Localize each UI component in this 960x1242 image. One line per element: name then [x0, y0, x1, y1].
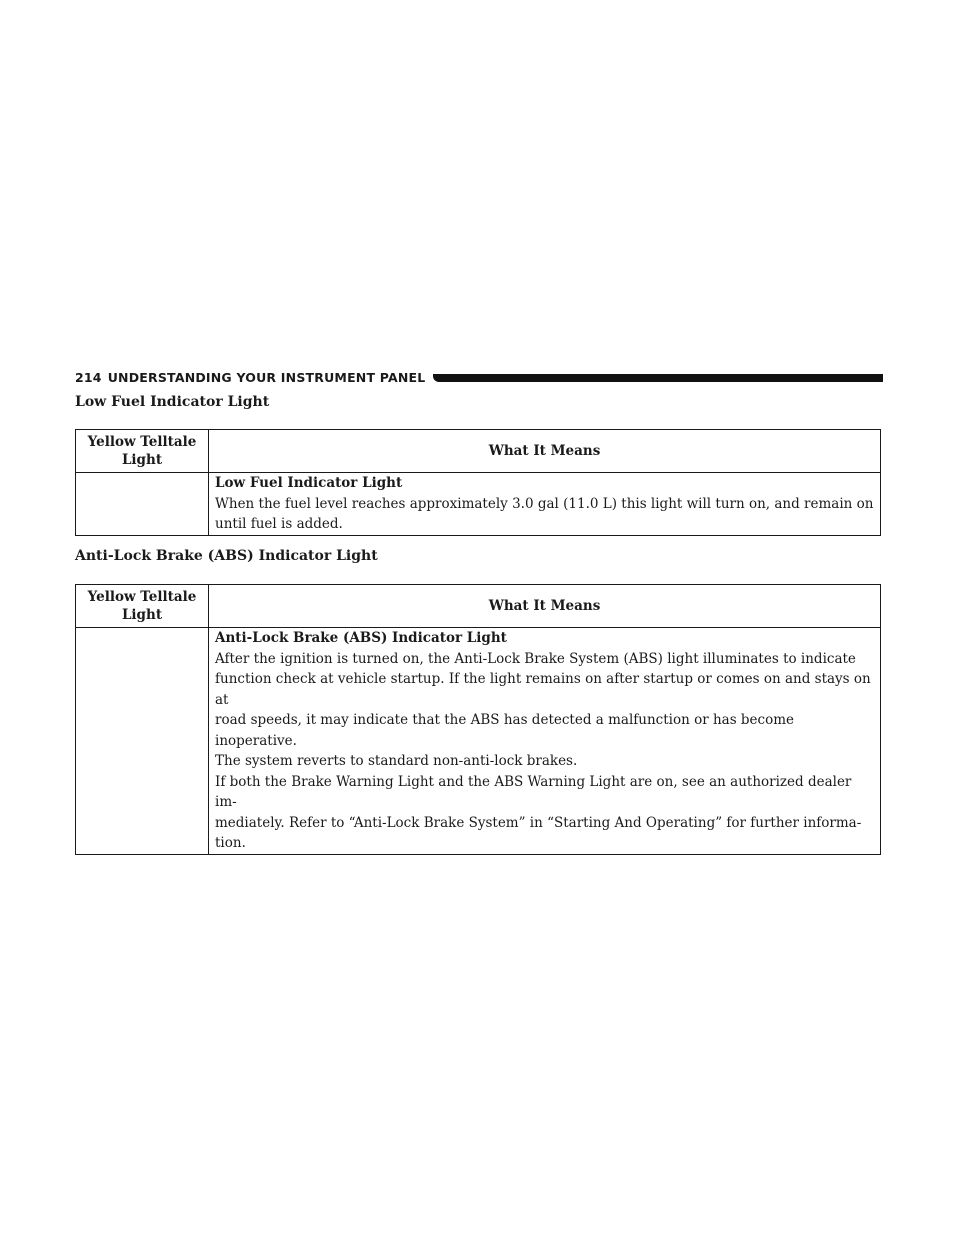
row-title: Anti-Lock Brake (ABS) Indicator Light — [215, 630, 507, 646]
description-line: function check at vehicle startup. If the light remains on after startup or comes on and stays on at — [215, 671, 871, 708]
section-heading: Low Fuel Indicator Light — [75, 394, 270, 410]
table-header-row — [76, 430, 881, 473]
description-line: road speeds, it may indicate that the ABS has detected a malfunction or has become inoperative. — [215, 712, 795, 749]
description-line: mediately. Refer to “Anti-Lock Brake System” in “Starting And Operating” for further informa- — [215, 814, 862, 831]
section-low-fuel — [75, 392, 883, 536]
column-header-means: What It Means — [209, 430, 881, 473]
page-number: 214 — [75, 369, 102, 385]
row-title: Low Fuel Indicator Light — [215, 475, 403, 491]
table-row — [76, 473, 881, 536]
header-rule — [433, 374, 883, 382]
section-heading: Anti-Lock Brake (ABS) Indicator Light — [75, 548, 378, 564]
description-cell — [209, 628, 881, 855]
column-header-light: Yellow Telltale Light — [76, 585, 209, 628]
description-line: until fuel is added. — [215, 516, 343, 532]
description-line: When the fuel level reaches approximately 3.0 gal (11.0 L) this light will turn on, and remain on — [215, 495, 874, 512]
section-abs — [75, 546, 883, 855]
description-cell — [209, 473, 881, 536]
description-line: tion. — [215, 835, 246, 851]
telltale-icon-cell — [76, 473, 209, 536]
running-title: UNDERSTANDING YOUR INSTRUMENT PANEL — [107, 369, 426, 385]
page-header — [75, 366, 883, 388]
telltale-table — [75, 584, 881, 855]
column-header-light: Yellow Telltale Light — [76, 430, 209, 473]
table-row — [76, 628, 881, 855]
telltale-table — [75, 429, 881, 536]
column-header-means: What It Means — [209, 585, 881, 628]
table-header-row — [76, 585, 881, 628]
description-line: If both the Brake Warning Light and the ABS Warning Light are on, see an authorized dealer im- — [215, 773, 852, 810]
description-line: The system reverts to standard non-anti-lock brakes. — [215, 753, 578, 769]
telltale-icon-cell — [76, 628, 209, 855]
description-line: After the ignition is turned on, the Anti-Lock Brake System (ABS) light illuminates to indicate — [215, 650, 856, 667]
